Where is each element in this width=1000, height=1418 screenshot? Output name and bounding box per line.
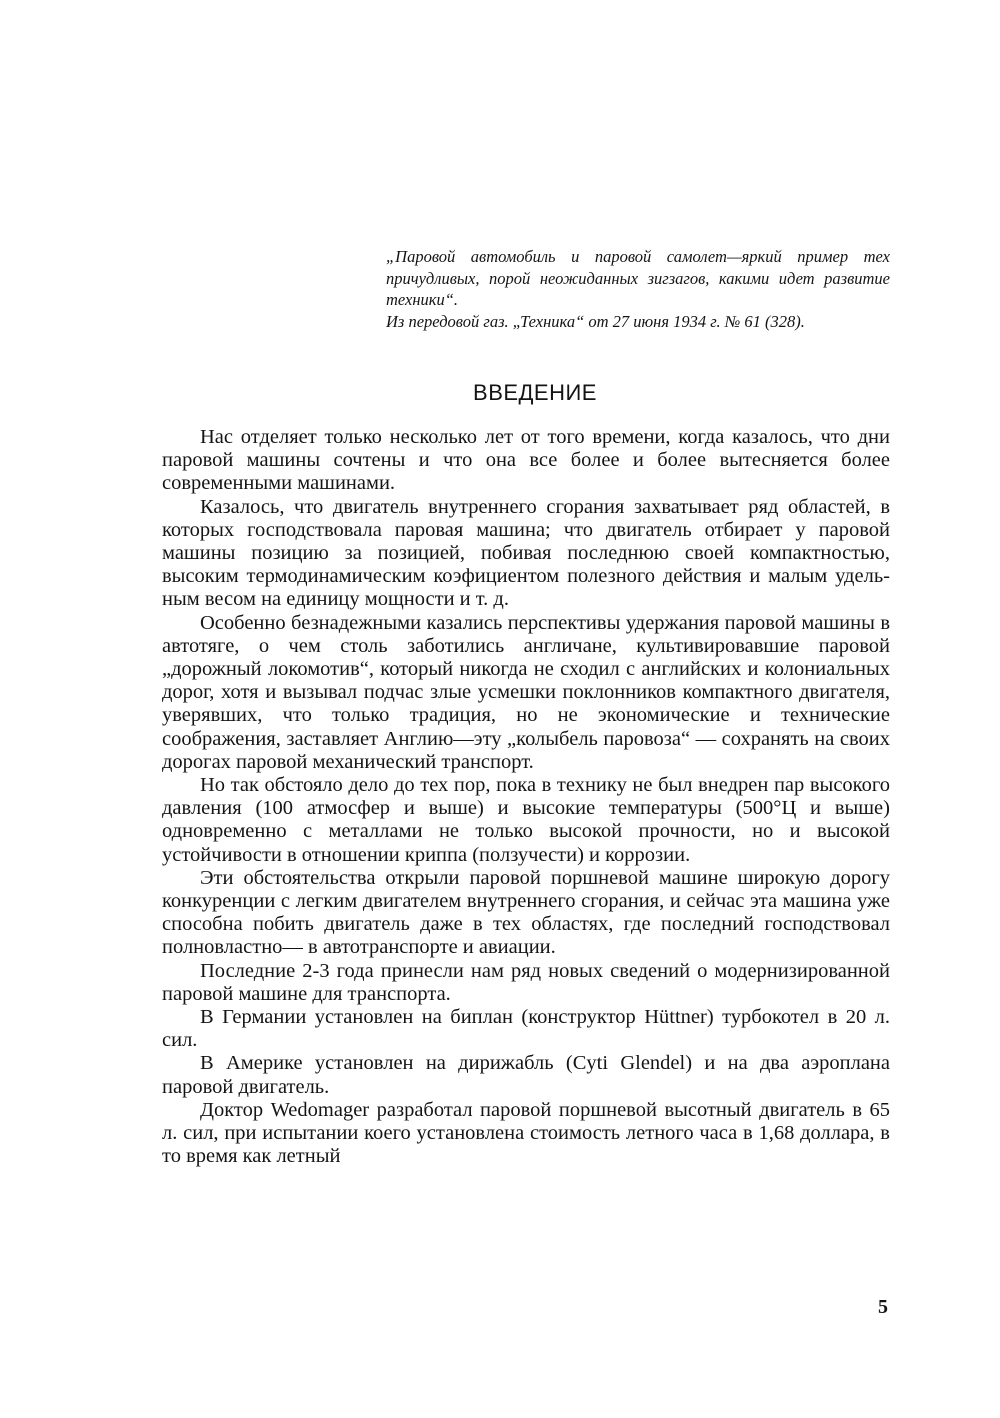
epigraph-source: Из передовой газ. „Техника“ от 27 июня 1934 г. № 61 (328). — [386, 311, 805, 331]
paragraph: Эти обстоятельства открыли паровой поршневой машине широкую дорогу конкуренции с легким двигателем внутреннего сгорания, и сейчас эта машина уже способна побить двигатель даже в тех областях, где последний господствовал полновластно— в автотранспорте и авиации. — [162, 866, 890, 959]
paragraph: Особенно безнадежными казались перспективы удержания паровой машины в автотяге, о чем столь заботились англичане, культивировавшие паровой „дорожный локомотив“, который никогда не сходил с английских и колониальных дорог, хотя и вызывал подчас злые усмешки поклонников компактного двигателя, уверявших, что только традиция, но не экономические и технические соображения, заставляет Англию—эту „колыбель паровоза“ — сохранять на своих дорогах паровой механический транспорт. — [162, 611, 890, 773]
paragraph: В Америке установлен на дирижабль (Cyti Glendel) и на два аэроплана паровой двигатель. — [162, 1052, 890, 1098]
paragraph: В Германии установлен на биплан (конструктор Hüttner) турбокотел в 20 л. сил. — [162, 1006, 890, 1052]
epigraph-quote: „Паровой автомобиль и паровой самолет—яркий пример тех причудливых, порой неожиданных зигзагов, какими идет развитие техники“. — [386, 247, 890, 309]
section-heading: ВВЕДЕНИЕ — [473, 380, 597, 405]
paragraph: Доктор Wedomager разработал паровой поршневой высотный двигатель в 65 л. сил, при испытании коего установлена стоимость летного часа в 1,68 доллара, в то время как летный — [162, 1098, 890, 1168]
paragraph: Но так обстояло дело до тех пор, пока в технику не был внедрен пар высокого давления (100 атмосфер и выше) и высокие температуры (500°Ц и выше) одновременно с металлами не только высокой прочности, но и высокой устойчивости в отношении криппа (ползучести) и коррозии. — [162, 774, 890, 866]
epigraph — [386, 246, 890, 332]
paragraph: Нас отделяет только несколько лет от того времени, когда казалось, что дни паровой машины сочтены и что она все более и более вытесняется более современными машинами. — [162, 426, 890, 495]
body-text — [162, 426, 890, 1169]
page-number: 5 — [878, 1296, 888, 1318]
paragraph: Последние 2-3 года принесли нам ряд новых сведений о модернизированной паровой машине для транспорта. — [162, 959, 890, 1005]
paragraph: Казалось, что двигатель внутреннего сгорания захватывает ряд областей, в которых господствовала паровая машина; что двигатель отбирает у паровой машины позицию за позицией, побивая последнюю своей компактностью, высоким термодинамическим коэфициентом полезного действия и малым удельным весом на единицу мощности и т. д. — [162, 495, 890, 611]
